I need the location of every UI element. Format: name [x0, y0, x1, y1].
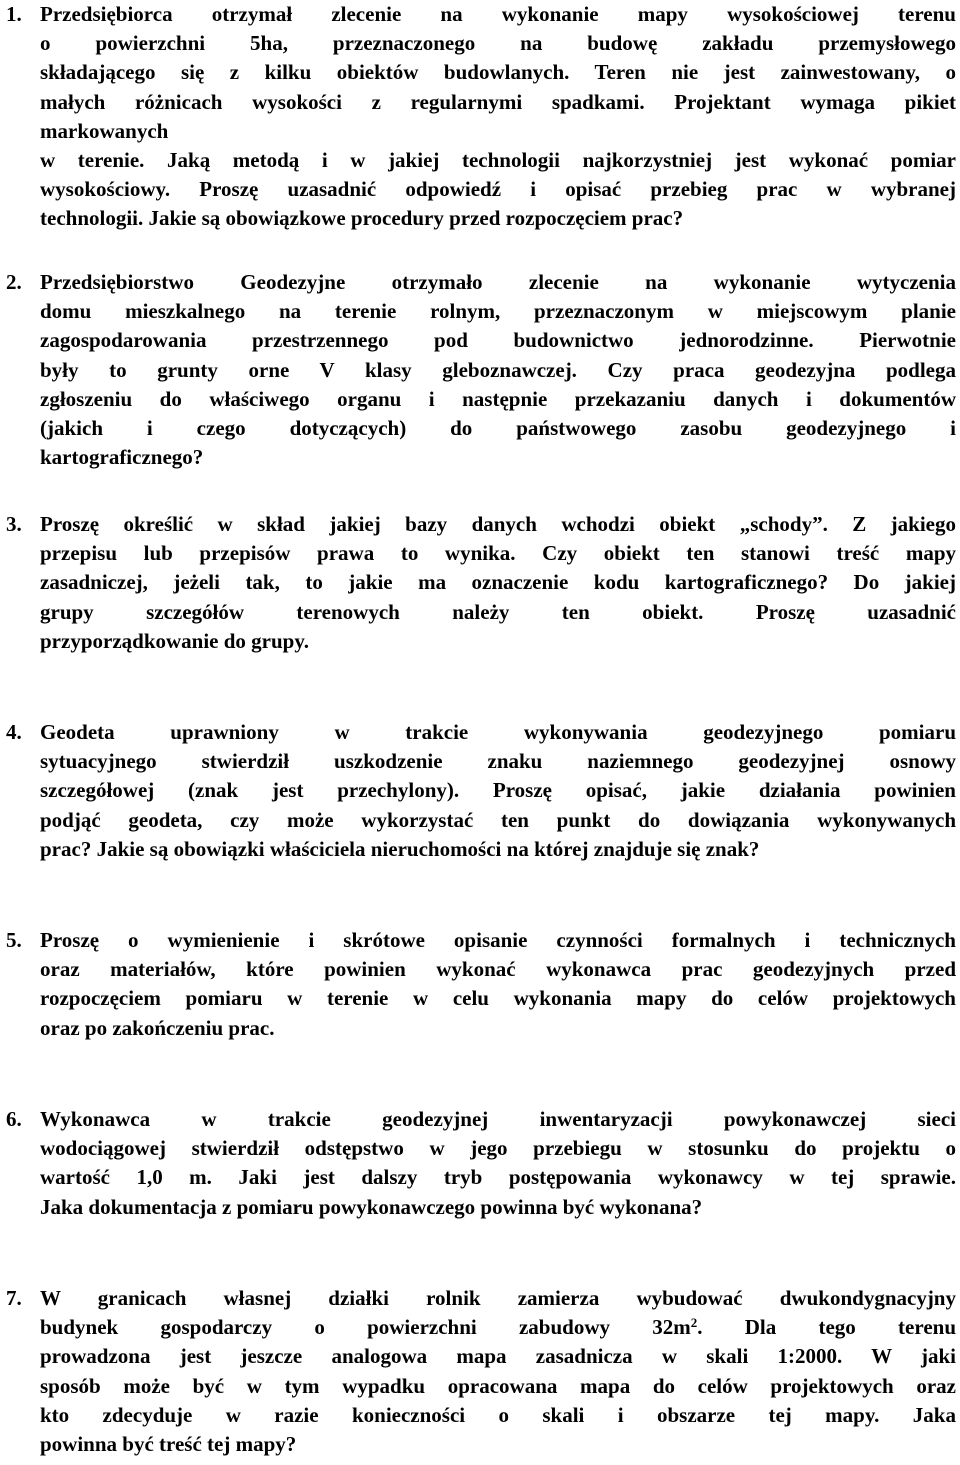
- text-line: technologii. Jakie są obowiązkowe procedury przed rozpoczęciem prac?: [40, 206, 684, 231]
- text-line: kto zdecyduje w razie konieczności o skali i obszarze tej mapy. Jaka: [40, 1402, 956, 1427]
- question-number: 3.: [6, 512, 22, 536]
- text-line: prac? Jakie są obowiązki właściciela nieruchomości na której znajduje się znak?: [40, 836, 760, 861]
- question-number: 4.: [6, 720, 22, 744]
- question-5: [0, 926, 956, 1043]
- text-line: w terenie. Jaką metodą i w jakiej technologii najkorzystniej jest wykonać pomiar: [40, 148, 956, 173]
- text-line: przyporządkowanie do grupy.: [40, 628, 309, 653]
- text-line: Proszę określić w skład jakiej bazy danych wchodzi obiekt „schody”. Z jakiego: [40, 512, 956, 536]
- text-line: Proszę o wymienienie i skrótowe opisanie czynności formalnych i technicznych: [40, 928, 956, 952]
- question-number: 1.: [6, 2, 22, 26]
- text-line: o powierzchni 5ha, przeznaczonego na budowę zakładu przemysłowego: [40, 31, 956, 56]
- question-3: [0, 510, 956, 656]
- text-line: prowadzona jest jeszcze analogowa mapa zasadnicza w skali 1:2000. W jaki: [40, 1344, 956, 1369]
- text-segment: budynek gospodarczy o powierzchni zabudowy 32m: [40, 1315, 691, 1340]
- text-line: (jakich i czego dotyczących) do państwowego zasobu geodezyjnego i: [40, 416, 956, 441]
- text-line: wartość 1,0 m. Jaki jest dalszy tryb postępowania wykonawcy w tej sprawie.: [40, 1165, 956, 1190]
- text-line: składającego się z kilku obiektów budowlanych. Teren nie jest zainwestowany, o: [40, 60, 956, 85]
- text-line: Przedsiębiorca otrzymał zlecenie na wykonanie mapy wysokościowej terenu: [40, 2, 956, 26]
- superscript: 2: [690, 1315, 698, 1331]
- text-line: Wykonawca w trakcie geodezyjnej inwentaryzacji powykonawczej sieci: [40, 1107, 956, 1131]
- question-text: [40, 1105, 956, 1222]
- text-line: kartograficznego?: [40, 445, 204, 470]
- question-text: [40, 268, 956, 472]
- text-line: zgłoszeniu do właściwego organu i następnie przekazaniu danych i dokumentów: [40, 386, 956, 411]
- text-line: oraz materiałów, które powinien wykonać wykonawca prac geodezyjnych przed: [40, 957, 956, 982]
- question-4: [0, 718, 956, 864]
- question-number: 2.: [6, 270, 22, 294]
- question-text: [40, 926, 956, 1043]
- text-line: przepisu lub przepisów prawa to wynika. Czy obiekt ten stanowi treść mapy: [40, 541, 956, 566]
- question-6: [0, 1105, 956, 1222]
- text-line: wodociągowej stwierdził odstępstwo w jego przebiegu w stosunku do projektu o: [40, 1136, 956, 1161]
- text-line: powinna być treść tej mapy?: [40, 1432, 297, 1457]
- question-1: [0, 0, 956, 234]
- text-line: zagospodarowania przestrzennego pod budownictwo jednorodzinne. Pierwotnie: [40, 328, 956, 353]
- text-segment: . Dla tego terenu: [697, 1315, 956, 1340]
- text-line-with-superscript: [40, 1313, 956, 1342]
- text-line: markowanych: [40, 118, 169, 143]
- text-line: zasadniczej, jeżeli tak, to jakie ma oznaczenie kodu kartograficznego? Do jakiej: [40, 570, 956, 595]
- text-line: domu mieszkalnego na terenie rolnym, przeznaczonym w miejscowym planie: [40, 299, 956, 324]
- text-line: W granicach własnej działki rolnik zamierza wybudować dwukondygnacyjny: [40, 1286, 956, 1310]
- text-line: były to grunty orne V klasy gleboznawczej. Czy praca geodezyjna podlega: [40, 357, 956, 382]
- text-line: oraz po zakończeniu prac.: [40, 1015, 275, 1040]
- question-text: [40, 1284, 956, 1459]
- text-line: podjąć geodeta, czy może wykorzystać ten punkt do dowiązania wykonywanych: [40, 807, 956, 832]
- text-line: grupy szczegółów terenowych należy ten obiekt. Proszę uzasadnić: [40, 599, 956, 624]
- text-line: sytuacyjnego stwierdził uszkodzenie znaku naziemnego geodezyjnej osnowy: [40, 749, 956, 774]
- question-number: 7.: [6, 1286, 22, 1310]
- text-line: rozpoczęciem pomiaru w terenie w celu wykonania mapy do celów projektowych: [40, 986, 956, 1011]
- text-line: Jaka dokumentacja z pomiaru powykonawczego powinna być wykonana?: [40, 1194, 703, 1219]
- text-line: małych różnicach wysokości z regularnymi spadkami. Projektant wymaga pikiet: [40, 89, 956, 114]
- text-line: szczegółowej (znak jest przechylony). Proszę opisać, jakie działania powinien: [40, 778, 956, 803]
- question-text: [40, 0, 956, 234]
- question-number: 5.: [6, 928, 22, 952]
- question-number: 6.: [6, 1107, 22, 1131]
- text-line: Przedsiębiorstwo Geodezyjne otrzymało zlecenie na wykonanie wytyczenia: [40, 270, 956, 294]
- text-line: wysokościowy. Proszę uzasadnić odpowiedź i opisać przebieg prac w wybranej: [40, 177, 956, 202]
- text-line: Geodeta uprawniony w trakcie wykonywania geodezyjnego pomiaru: [40, 720, 956, 744]
- question-2: [0, 268, 956, 472]
- question-text: [40, 510, 956, 656]
- question-text: [40, 718, 956, 864]
- question-7: [0, 1284, 956, 1459]
- text-line: sposób może być w tym wypadku opracowana mapa do celów projektowych oraz: [40, 1373, 956, 1398]
